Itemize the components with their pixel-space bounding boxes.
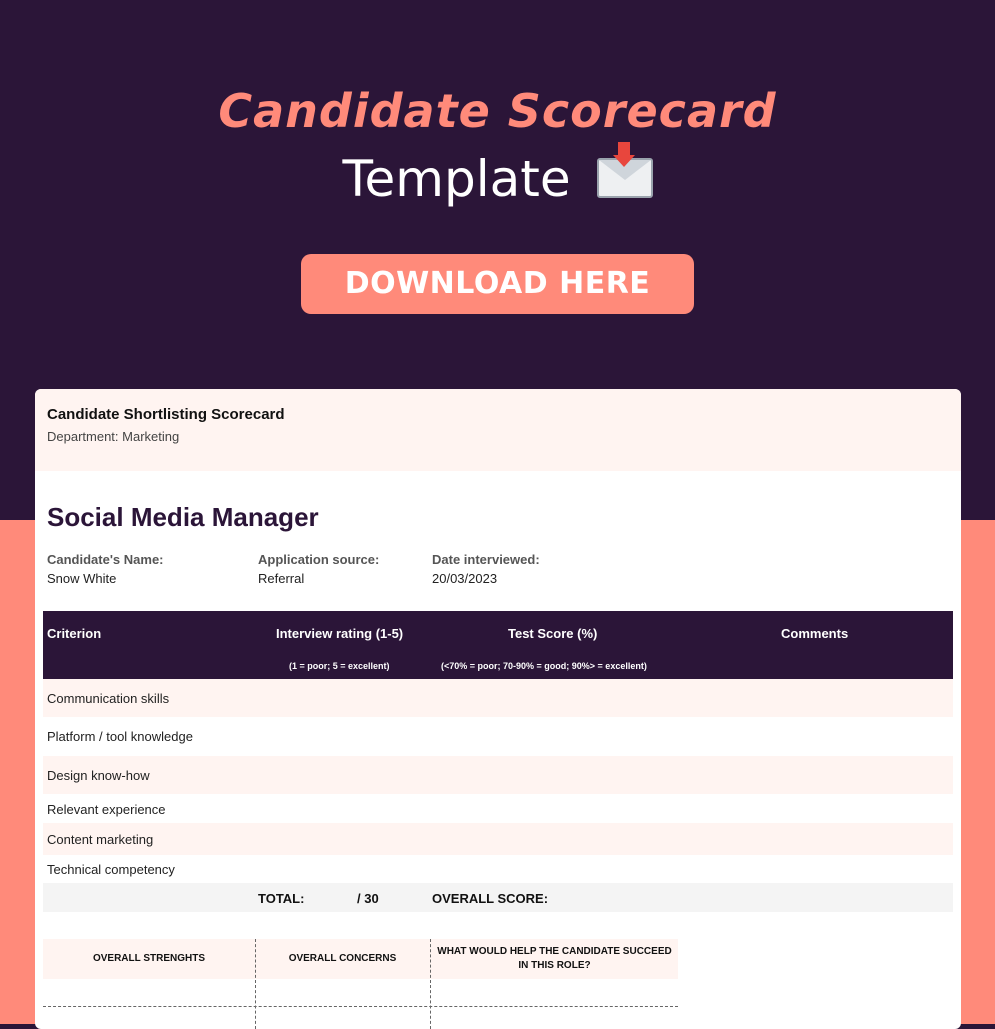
table-row — [43, 794, 953, 823]
help-candidate-heading: WHAT WOULD HELP THE CANDIDATE SUCCEED IN THIS ROLE? — [437, 946, 672, 971]
hero-subtitle-text: Template — [342, 150, 571, 208]
overall-strengths-heading: OVERALL STRENGHTS — [92, 953, 206, 964]
summary-divider — [430, 939, 431, 1029]
criterion-label: Platform / tool knowledge — [47, 729, 193, 744]
candidate-name-label: Candidate's Name: — [47, 552, 164, 567]
date-interviewed-value: 20/03/2023 — [432, 571, 498, 586]
criterion-label: Content marketing — [47, 832, 154, 847]
scorecard-card — [35, 389, 961, 1029]
hero-title: Candidate Scorecard — [218, 84, 777, 138]
summary-line — [43, 1006, 678, 1007]
application-source-label: Application source: — [258, 552, 380, 567]
role-title: Social Media Manager — [47, 502, 319, 532]
test-score-note: (<70% = poor; 70-90% = good; 90%> = excellent) — [441, 661, 647, 671]
candidate-name-value: Snow White — [47, 571, 117, 586]
interview-rating-note: (1 = poor; 5 = excellent) — [289, 661, 390, 671]
col-criterion: Criterion — [47, 626, 102, 641]
col-test-score: Test Score (%) — [508, 626, 598, 641]
col-comments: Comments — [781, 626, 849, 641]
doc-department: Department: Marketing — [47, 429, 180, 444]
total-max: / 30 — [357, 891, 379, 906]
overall-score-label: OVERALL SCORE: — [432, 891, 549, 906]
criterion-label: Communication skills — [47, 691, 170, 706]
hero-subtitle — [0, 150, 995, 208]
table-row — [43, 855, 953, 883]
envelope-with-arrow-icon — [597, 158, 653, 198]
summary-divider — [255, 939, 256, 1029]
table-row — [43, 823, 953, 855]
criterion-label: Technical competency — [47, 862, 175, 877]
table-row — [43, 756, 953, 794]
table-row — [43, 679, 953, 717]
overall-concerns-heading: OVERALL CONCERNS — [288, 953, 397, 964]
total-label: TOTAL: — [258, 891, 305, 906]
table-header — [43, 611, 953, 679]
criterion-label: Relevant experience — [47, 802, 166, 817]
col-interview-rating: Interview rating (1-5) — [276, 626, 404, 641]
download-button[interactable]: DOWNLOAD HERE — [301, 254, 694, 314]
total-row — [43, 883, 953, 912]
table-row — [43, 717, 953, 756]
doc-title: Candidate Shortlisting Scorecard — [47, 406, 285, 423]
criterion-label: Design know-how — [47, 768, 150, 783]
date-interviewed-label: Date interviewed: — [432, 552, 540, 567]
application-source-value: Referral — [258, 571, 305, 586]
